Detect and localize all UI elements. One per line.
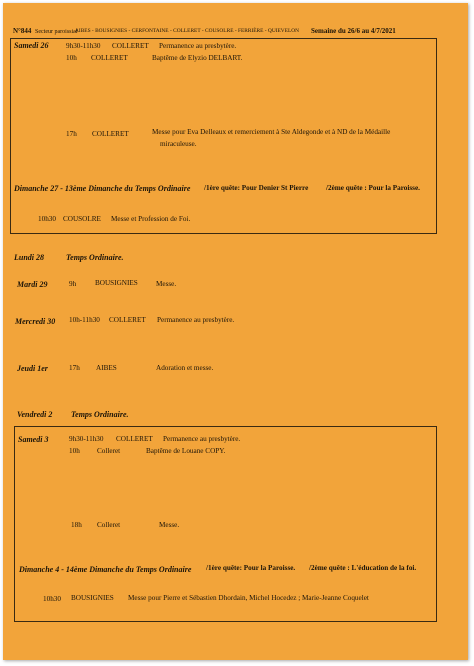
villages-list: AIBES - BOUSIGNIES - CERFONTAINE - COLLERET - COUSOLRE - FERRIÈRE - QUIEVELON xyxy=(75,28,300,34)
time: 18h xyxy=(71,521,82,529)
collection-1: /1ère quête: Pour la Paroisse. xyxy=(206,564,296,572)
liturgical-note: Temps Ordinaire. xyxy=(66,253,124,262)
event-desc: Permanence au presbytère. xyxy=(163,435,241,443)
day-label: Mercredi 30 xyxy=(15,317,56,326)
event-desc-cont: miraculeuse. xyxy=(160,140,197,148)
time: 10h-11h30 xyxy=(69,316,100,324)
day-label: Vendredi 2 xyxy=(17,410,53,419)
time: 9h30-11h30 xyxy=(66,42,101,50)
time: 10h xyxy=(66,54,77,62)
issue-number: N°844 xyxy=(13,27,32,35)
sunday-title: Dimanche 4 - 14ème Dimanche du Temps Ordinaire xyxy=(19,565,192,574)
time: 17h xyxy=(66,130,77,138)
day-label: Mardi 29 xyxy=(17,280,48,289)
event-desc: Messe. xyxy=(159,521,180,529)
event-desc: Messe pour Pierre et Sébastien Dhordain, Michel Hocedez ; Marie-Jeanne Coquelet xyxy=(128,594,369,602)
event-desc: Baptême de Louane COPY. xyxy=(146,447,226,455)
place: COUSOLRE xyxy=(63,215,101,223)
day-label: Lundi 28 xyxy=(14,253,45,262)
liturgical-note: Temps Ordinaire. xyxy=(71,410,129,419)
place: Colleret xyxy=(97,447,121,455)
time: 10h xyxy=(69,447,80,455)
day-label: Samedi 3 xyxy=(18,435,49,444)
place: COLLERET xyxy=(112,42,149,50)
sector-label: Secteur paroissial xyxy=(35,29,78,35)
place: BOUSIGNIES xyxy=(71,594,114,602)
collection-1: /1ère quête: Pour Denier St Pierre xyxy=(204,184,309,192)
event-desc: Permanence au presbytère. xyxy=(157,316,235,324)
event-desc: Messe et Profession de Foi. xyxy=(111,215,191,223)
place: Colleret xyxy=(97,521,121,529)
event-desc: Adoration et messe. xyxy=(156,364,214,372)
time: 17h xyxy=(69,364,80,372)
place: BOUSIGNIES xyxy=(95,279,138,287)
event-desc: Messe pour Eva Delleaux et remerciement à Ste Aldegonde et à ND de la Médaille xyxy=(152,128,391,136)
time: 9h30-11h30 xyxy=(69,435,104,443)
week-range: Semaine du 26/6 au 4/7/2021 xyxy=(311,27,396,35)
place: COLLERET xyxy=(91,54,128,62)
event-desc: Baptême de Elyzio DELBART. xyxy=(152,54,243,62)
collection-2: /2ème quête : L'éducation de la foi. xyxy=(309,564,417,572)
place: COLLERET xyxy=(109,316,146,324)
place: COLLERET xyxy=(116,435,153,443)
sunday-title: Dimanche 27 - 13ème Dimanche du Temps Ordinaire xyxy=(14,184,191,193)
place: COLLERET xyxy=(92,130,129,138)
day-label: Jeudi 1er xyxy=(17,364,48,373)
place: AIBES xyxy=(96,364,117,372)
day-label: Samedi 26 xyxy=(14,41,49,50)
time: 10h30 xyxy=(38,215,56,223)
collection-2: /2ème quête : Pour la Paroisse. xyxy=(326,184,420,192)
time: 10h30 xyxy=(43,595,61,603)
bulletin-sheet xyxy=(3,3,468,660)
time: 9h xyxy=(69,280,77,288)
event-desc: Permanence au presbytère. xyxy=(159,42,237,50)
event-desc: Messe. xyxy=(156,280,177,288)
